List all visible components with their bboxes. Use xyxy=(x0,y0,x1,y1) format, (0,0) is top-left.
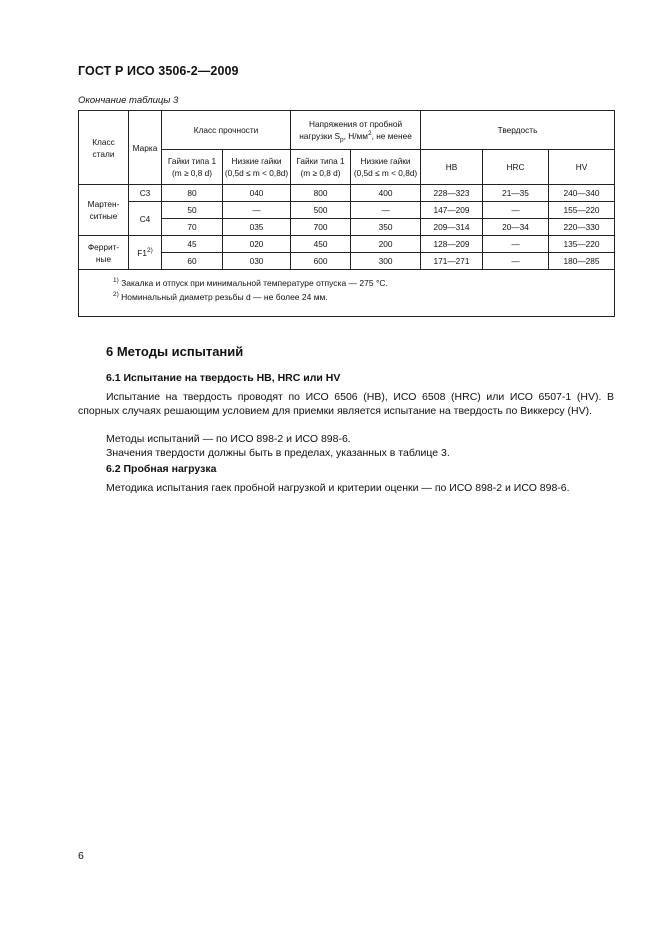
table-row xyxy=(79,185,615,202)
table-cell: 300 xyxy=(351,253,421,270)
table-cell: 500 xyxy=(291,202,351,219)
header-proof-stress: Напряжения от пробной нагрузки $S_p$, $Н/мм^2$, не менее xyxy=(291,111,421,150)
table-cell: 60 xyxy=(162,253,223,270)
section-6-2-paragraph: Методика испытания гаек пробной нагрузкой и критерии оценки — по ИСО 898-2 и ИСО 898-6. xyxy=(106,482,570,494)
table-cell: 147—209 xyxy=(421,202,483,219)
header-grade: Марка xyxy=(129,111,162,185)
grade-cell: C4 xyxy=(129,202,162,236)
table-cell: 21—35 xyxy=(483,185,549,202)
table-cell: — xyxy=(483,253,549,270)
table-cell: 50 xyxy=(162,202,223,219)
table-cell: 45 xyxy=(162,236,223,253)
table-cell: 035 xyxy=(223,219,291,236)
header-hardness: Твердость xyxy=(421,111,615,150)
steel-class-cell: Мартен-ситные xyxy=(79,185,129,236)
footnote-2: $^{2)}$ Номинальный диаметр резьбы d — не более 24 мм. xyxy=(113,291,328,302)
table-cell: 800 xyxy=(291,185,351,202)
table-cell: 20—34 xyxy=(483,219,549,236)
table-cell: 350 xyxy=(351,219,421,236)
table-cell: 030 xyxy=(223,253,291,270)
table-row xyxy=(79,236,615,253)
section-6-1-paragraph-3: Значения твердости должны быть в пределах, указанных в таблице 3. xyxy=(106,447,450,459)
table-caption: Окончание таблицы 3 xyxy=(78,95,179,106)
section-6-1-title: 6.1 Испытание на твердость HB, HRC или HV xyxy=(106,372,341,384)
table-cell: 600 xyxy=(291,253,351,270)
section-6-title: 6 Методы испытаний xyxy=(106,344,244,359)
table-cell: 70 xyxy=(162,219,223,236)
page-number: 6 xyxy=(78,850,84,862)
table-cell: — xyxy=(223,202,291,219)
table-cell: 400 xyxy=(351,185,421,202)
table-cell: 128—209 xyxy=(421,236,483,253)
table-cell: 040 xyxy=(223,185,291,202)
table-cell: 135—220 xyxy=(549,236,615,253)
subheader-type1-stress: Гайки типа 1 (m ≥ 0,8 d) xyxy=(291,150,351,185)
table-cell: 200 xyxy=(351,236,421,253)
grade-cell: F1$^{2)}$ xyxy=(129,236,162,270)
steel-class-cell: Феррит-ные xyxy=(79,236,129,270)
table-cell: 209—314 xyxy=(421,219,483,236)
subheader-hrc: HRC xyxy=(483,150,549,185)
subheader-low-strength: Низкие гайки (0,5d ≤ m < 0,8d) xyxy=(223,150,291,185)
table-cell: 220—330 xyxy=(549,219,615,236)
table-cell: 700 xyxy=(291,219,351,236)
table-cell: 155—220 xyxy=(549,202,615,219)
grade-cell: C3 xyxy=(129,185,162,202)
header-steel-class: Класс стали xyxy=(79,111,129,185)
table-cell: 240—340 xyxy=(549,185,615,202)
table-cell: 450 xyxy=(291,236,351,253)
document-header: ГОСТ Р ИСО 3506-2—2009 xyxy=(78,64,239,78)
table-footnotes xyxy=(79,270,615,317)
table-cell: 228—323 xyxy=(421,185,483,202)
subheader-hv: HV xyxy=(549,150,615,185)
footnote-1: $^{1)}$ Закалка и отпуск при минимальной температуре отпуска — 275 °С. xyxy=(113,277,388,288)
table-row xyxy=(79,202,615,219)
subheader-low-stress: Низкие гайки (0,5d ≤ m < 0,8d) xyxy=(351,150,421,185)
table-cell: — xyxy=(351,202,421,219)
subheader-type1-strength: Гайки типа 1 (m ≥ 0,8 d) xyxy=(162,150,223,185)
hardness-table xyxy=(78,110,615,317)
section-6-1-paragraph-1: Испытание на твердость проводят по ИСО 6506 (HB), ИСО 6508 (HRC) или ИСО 6507-1 (HV). В спорных случаях решающим условием для приемки является испытание на твердость по Виккерсу (HV). xyxy=(78,391,614,417)
section-6-2-title: 6.2 Пробная нагрузка xyxy=(106,463,217,475)
table-cell: 171—271 xyxy=(421,253,483,270)
table-cell: — xyxy=(483,202,549,219)
table-cell: 180—285 xyxy=(549,253,615,270)
subheader-hb: HB xyxy=(421,150,483,185)
header-strength-class: Класс прочности xyxy=(162,111,291,150)
section-6-1-paragraph-2: Методы испытаний — по ИСО 898-2 и ИСО 898-6. xyxy=(106,433,351,445)
table-cell: 020 xyxy=(223,236,291,253)
table-cell: 80 xyxy=(162,185,223,202)
table-cell: — xyxy=(483,236,549,253)
